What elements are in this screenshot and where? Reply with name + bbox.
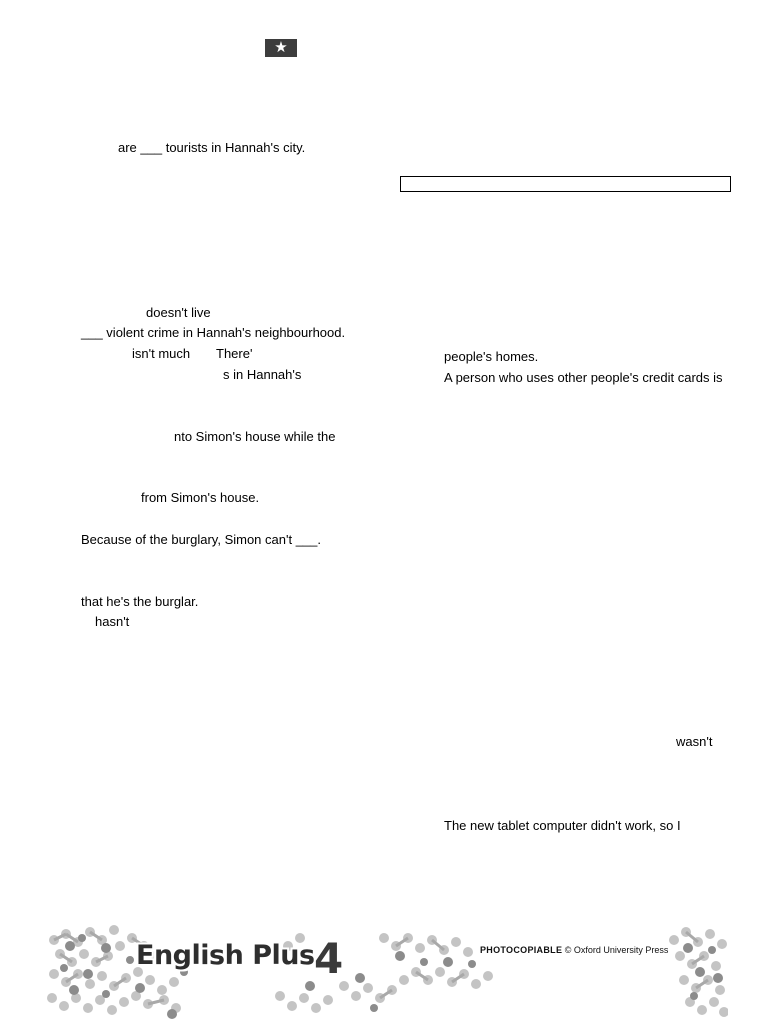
right-text-line: people's homes. bbox=[444, 349, 539, 364]
left-text-line: are ___ tourists in Hannah's city. bbox=[118, 140, 306, 155]
right-text-line: The new tablet computer didn't work, so I bbox=[444, 818, 681, 833]
copyright-text: © Oxford University Press bbox=[564, 945, 669, 955]
left-text-line: isn't much bbox=[132, 346, 191, 361]
left-text-line: hasn't bbox=[95, 614, 130, 629]
left-text-line: ___ violent crime in Hannah's neighbourhood. bbox=[81, 325, 346, 340]
star-difficulty-badge bbox=[265, 39, 297, 57]
photocopiable-label: PHOTOCOPIABLE bbox=[480, 945, 563, 955]
right-text-line: wasn't bbox=[676, 734, 713, 749]
answer-box[interactable] bbox=[400, 176, 731, 192]
copyright-notice bbox=[478, 944, 670, 956]
left-text-line: from Simon's house. bbox=[141, 490, 260, 505]
left-text-line: doesn't live bbox=[146, 305, 211, 320]
level-number-logo: 4 bbox=[314, 934, 344, 983]
left-text-line: s in Hannah's bbox=[223, 367, 302, 382]
star-icon: ★ bbox=[274, 39, 288, 56]
left-text-line: nto Simon's house while the bbox=[174, 429, 336, 444]
left-text-line: There' bbox=[216, 346, 253, 361]
english-plus-logo: English Plus bbox=[136, 940, 315, 971]
left-text-line: Because of the burglary, Simon can't ___. bbox=[81, 532, 321, 547]
right-text-line: A person who uses other people's credit cards is bbox=[444, 370, 723, 385]
footer-banner bbox=[44, 916, 728, 1024]
left-text-line: that he's the burglar. bbox=[81, 594, 199, 609]
